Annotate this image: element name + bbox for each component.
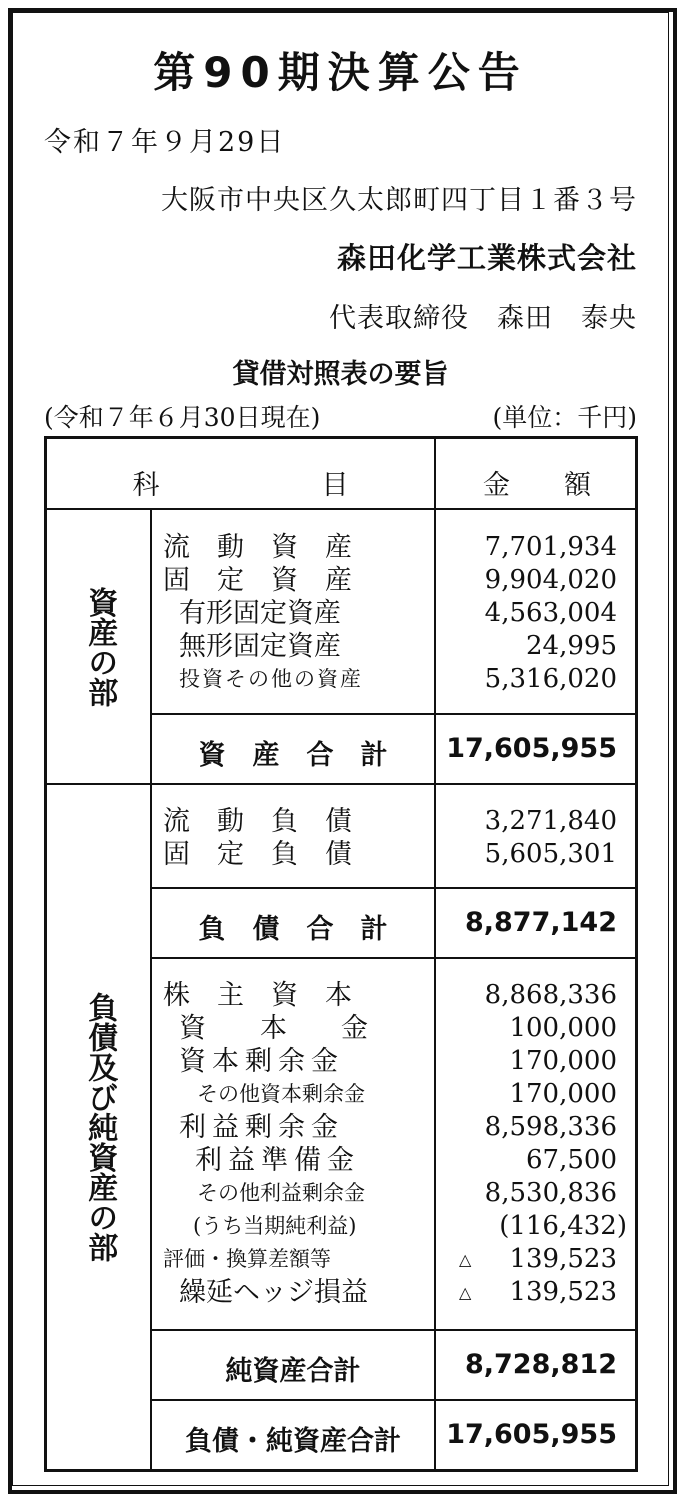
line-item-value: 139,523 (509, 1244, 617, 1274)
line-item-value: 5,605,301 (484, 839, 617, 869)
balance-sheet-title: 貸借対照表の要旨 (232, 359, 449, 390)
liabilities-total-value: 8,877,142 (464, 907, 617, 938)
line-item-value: 5,316,020 (484, 664, 617, 694)
rule (150, 1399, 635, 1401)
line-item-label: 固 定 負 債 (163, 839, 352, 870)
line-item-label: 株 主 資 本 (163, 980, 352, 1011)
line-item-value: 139,523 (509, 1277, 617, 1307)
line-item-value: 8,530,836 (484, 1178, 617, 1208)
line-item-label: 評価・換算差額等 (163, 1247, 331, 1271)
header-rule (47, 508, 635, 510)
header-amount: 金 額 (483, 470, 591, 501)
equity-total-value: 8,728,812 (464, 1349, 617, 1380)
rule (150, 887, 635, 889)
line-item-label: (うち当期純利益) (193, 1214, 357, 1238)
line-item-label: 繰延ヘッジ損益 (179, 1277, 368, 1308)
grand-total-value: 17,605,955 (446, 1419, 617, 1450)
line-item-value: 170,000 (509, 1079, 617, 1109)
line-item-label: 有形固定資産 (179, 598, 341, 629)
line-item-label: 流 動 負 債 (163, 806, 352, 837)
rule (150, 957, 635, 959)
line-item-label: 固 定 資 産 (163, 565, 352, 596)
line-item-value: 24,995 (526, 631, 617, 661)
line-item-value: 4,563,004 (484, 598, 617, 628)
as-of-date: (令和７年６月30日現在) (44, 403, 321, 432)
line-item-value: 7,701,934 (484, 532, 617, 562)
grand-total-label: 負債・純資産合計 (185, 1426, 401, 1457)
line-item-label: 利益剰余金 (179, 1112, 344, 1143)
notice-title: 第90期決算公告 (153, 48, 528, 97)
equity-total-label: 純資産合計 (225, 1356, 361, 1387)
line-item-label: 流 動 資 産 (163, 532, 352, 563)
unit-note: (単位：千円) (492, 403, 637, 432)
line-item-value: 8,598,336 (484, 1112, 617, 1142)
representative: 代表取締役 森田 泰央 (329, 303, 637, 334)
line-item-label: 資 本 金 (179, 1013, 368, 1044)
line-item-value: 100,000 (509, 1013, 617, 1043)
line-item-label: その他資本剰余金 (197, 1082, 365, 1106)
section-assets: 資産の部 (82, 587, 118, 707)
line-item-value: 8,868,336 (484, 980, 617, 1010)
header-item: 科 目 (132, 470, 349, 501)
line-item-value: 3,271,840 (484, 806, 617, 836)
line-item-label: その他利益剰余金 (197, 1181, 365, 1205)
line-item-value: (116,432) (499, 1211, 627, 1241)
section-liabilities-equity: 負債及び純資産の部 (82, 992, 118, 1262)
company-address: 大阪市中央区久太郎町四丁目１番３号 (161, 185, 637, 216)
balance-sheet-table (44, 436, 638, 1472)
notice-date: 令和７年９月29日 (44, 127, 286, 158)
line-item-value: 67,500 (526, 1145, 617, 1175)
line-item-label: 資本剰余金 (179, 1046, 344, 1077)
liabilities-total-label: 負 債 合 計 (198, 914, 388, 945)
line-item-value: 9,904,020 (484, 565, 617, 595)
assets-total-label: 資 産 合 計 (198, 740, 388, 771)
column-divider (434, 439, 436, 1469)
rule (150, 1329, 635, 1331)
line-item-label: 無形固定資産 (179, 631, 341, 662)
line-item-value: 170,000 (509, 1046, 617, 1076)
negative-mark: △ (459, 1250, 472, 1269)
negative-mark: △ (459, 1283, 472, 1302)
assets-total-value: 17,605,955 (446, 733, 617, 764)
line-item-label: 投資その他の資産 (179, 667, 363, 691)
rule (150, 713, 635, 715)
line-item-label: 利益準備金 (195, 1145, 360, 1176)
company-name: 森田化学工業株式会社 (336, 241, 637, 275)
